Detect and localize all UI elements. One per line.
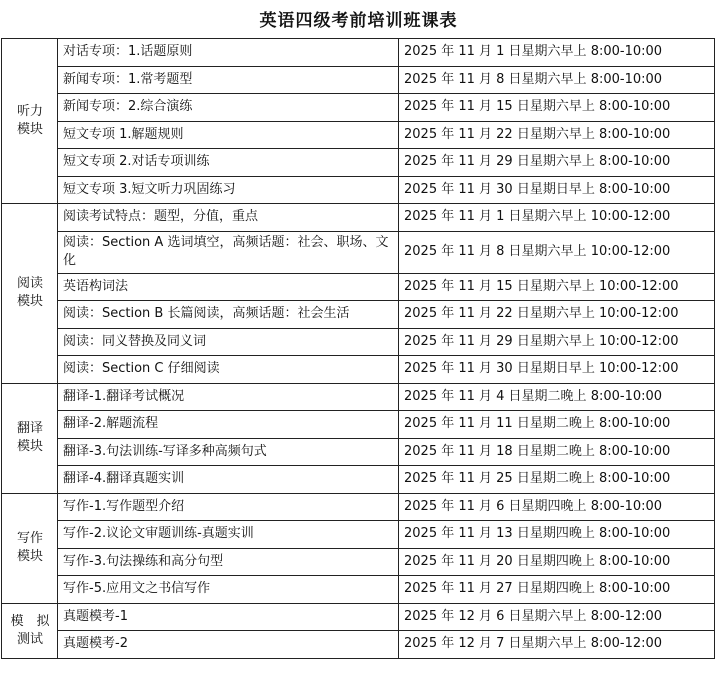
course-time-cell (399, 231, 715, 273)
course-topic-cell (58, 411, 399, 439)
course-time-cell (399, 204, 715, 232)
course-topic: 写作-1.写作题型介绍 (63, 498, 185, 514)
course-time-cell (399, 466, 715, 494)
course-topic: 新闻专项：2.综合演练 (63, 99, 193, 115)
course-time: 2025 年 11 月 27 日星期四晚上 8:00-10:00 (404, 581, 671, 597)
table-row (2, 149, 715, 177)
course-topic: 翻译-3.句法训练-写译多种高频句式 (63, 443, 267, 459)
course-topic-cell (58, 121, 399, 149)
table-row (2, 576, 715, 604)
course-time: 2025 年 11 月 4 日星期二晚上 8:00-10:00 (404, 388, 663, 404)
course-time: 2025 年 11 月 6 日星期四晚上 8:00-10:00 (404, 498, 663, 514)
module-name-line: 翻译 (16, 421, 43, 436)
course-topic: 真题模考-2 (63, 636, 128, 652)
course-time: 2025 年 11 月 15 日星期六早上 10:00-12:00 (404, 278, 679, 294)
module-name-line: 模块 (16, 122, 43, 137)
table-row (2, 94, 715, 122)
course-topic-cell (58, 548, 399, 576)
course-time-cell (399, 301, 715, 329)
table-row (2, 231, 715, 273)
module-name-line: 测试 (16, 631, 43, 647)
course-topic-cell (58, 328, 399, 356)
course-time: 2025 年 11 月 30 日星期日早上 10:00-12:00 (404, 361, 679, 377)
course-time: 2025 年 11 月 20 日星期四晚上 8:00-10:00 (404, 553, 671, 569)
course-topic-cell (58, 94, 399, 122)
course-topic-cell (58, 603, 399, 631)
course-time: 2025 年 12 月 6 日星期六早上 8:00-12:00 (404, 608, 663, 624)
module-name-line: 模块 (16, 439, 43, 454)
module-name-line: 阅读 (16, 276, 43, 292)
course-time: 2025 年 11 月 1 日星期六早上 8:00-10:00 (404, 44, 663, 60)
module-name-line: 模块 (16, 294, 43, 310)
course-topic-cell (58, 66, 399, 94)
course-time: 2025 年 11 月 13 日星期四晚上 8:00-10:00 (404, 526, 671, 542)
course-topic: 短文专项 2.对话专项训练 (63, 154, 210, 170)
course-time: 2025 年 11 月 30 日星期日早上 8:00-10:00 (404, 181, 671, 197)
table-row (2, 328, 715, 356)
course-time-cell (399, 121, 715, 149)
course-time: 2025 年 11 月 15 日星期六早上 8:00-10:00 (404, 99, 671, 115)
table-row (2, 273, 715, 301)
module-name-cell (2, 383, 58, 493)
course-time-cell (399, 631, 715, 659)
course-topic-cell (58, 176, 399, 204)
course-topic: 写作-3.句法操练和高分句型 (63, 553, 224, 569)
course-topic: 阅读：Section B 长篇阅读，高频话题：社会生活 (63, 306, 350, 322)
course-time-cell (399, 273, 715, 301)
course-time: 2025 年 12 月 7 日星期六早上 8:00-12:00 (404, 636, 663, 652)
course-time-cell (399, 576, 715, 604)
course-time-cell (399, 66, 715, 94)
course-topic: 写作-5.应用文之书信写作 (63, 581, 211, 597)
module-name-line: 模 拟 (10, 613, 50, 629)
course-topic-cell (58, 204, 399, 232)
course-topic: 短文专项 3.短文听力巩固练习 (63, 181, 236, 197)
course-time-cell (399, 411, 715, 439)
course-topic-cell (58, 149, 399, 177)
course-time-cell (399, 383, 715, 411)
course-topic-cell (58, 356, 399, 384)
course-time-cell (399, 548, 715, 576)
table-row (2, 521, 715, 549)
course-topic-cell (58, 521, 399, 549)
table-row (2, 438, 715, 466)
course-time: 2025 年 11 月 18 日星期二晚上 8:00-10:00 (404, 443, 671, 459)
table-row (2, 121, 715, 149)
schedule-body (2, 39, 715, 659)
table-row (2, 631, 715, 659)
module-name-cell (2, 603, 58, 658)
table-row (2, 301, 715, 329)
schedule-table (1, 38, 715, 659)
course-time-cell (399, 521, 715, 549)
table-row (2, 548, 715, 576)
table-row (2, 466, 715, 494)
course-topic: 阅读考试特点：题型，分值，重点 (63, 209, 259, 225)
module-name-cell (2, 204, 58, 384)
page-title: 英语四级考前培训班课表 (259, 11, 458, 31)
course-topic: 写作-2.议论文审题训练-真题实训 (63, 526, 254, 542)
course-time-cell (399, 176, 715, 204)
course-topic-cell (58, 631, 399, 659)
table-row (2, 66, 715, 94)
course-time: 2025 年 11 月 1 日星期六早上 10:00-12:00 (404, 209, 671, 225)
course-time: 2025 年 11 月 29 日星期六早上 8:00-10:00 (404, 154, 671, 170)
course-time: 2025 年 11 月 11 日星期二晚上 8:00-10:00 (404, 416, 671, 432)
course-time: 2025 年 11 月 22 日星期六早上 10:00-12:00 (404, 306, 679, 322)
course-topic-cell (58, 231, 399, 273)
course-time-cell (399, 438, 715, 466)
table-row (2, 603, 715, 631)
course-time-cell (399, 149, 715, 177)
course-topic: 英语构词法 (63, 278, 129, 294)
course-topic-cell (58, 493, 399, 521)
course-time: 2025 年 11 月 29 日星期六早上 10:00-12:00 (404, 333, 679, 349)
course-time-cell (399, 493, 715, 521)
table-row (2, 411, 715, 439)
course-topic-cell (58, 576, 399, 604)
module-name-cell (2, 39, 58, 204)
table-row (2, 493, 715, 521)
course-time-cell (399, 39, 715, 67)
course-topic-cell (58, 273, 399, 301)
module-name-cell (2, 493, 58, 603)
course-time-cell (399, 94, 715, 122)
course-topic-cell (58, 301, 399, 329)
course-time-cell (399, 603, 715, 631)
table-row (2, 204, 715, 232)
course-topic-cell (58, 466, 399, 494)
module-name-line: 听力 (16, 104, 43, 119)
course-topic-cell (58, 39, 399, 67)
course-topic: 翻译-4.翻译真题实训 (63, 471, 185, 487)
course-topic: 翻译-2.解题流程 (63, 416, 159, 432)
course-time: 2025 年 11 月 22 日星期六早上 8:00-10:00 (404, 126, 671, 142)
course-time: 2025 年 11 月 8 日星期六早上 8:00-10:00 (404, 71, 663, 87)
course-topic: 阅读：Section A 选词填空，高频话题：社会、职场、文化 (63, 235, 389, 268)
table-row (2, 39, 715, 67)
course-topic: 对话专项：1.话题原则 (63, 44, 193, 60)
table-row (2, 176, 715, 204)
course-time: 2025 年 11 月 25 日星期二晚上 8:00-10:00 (404, 471, 671, 487)
course-time: 2025 年 11 月 8 日星期六早上 10:00-12:00 (404, 244, 671, 259)
table-row (2, 356, 715, 384)
course-time-cell (399, 356, 715, 384)
course-topic: 翻译-1.翻译考试概况 (63, 388, 185, 404)
course-topic-cell (58, 438, 399, 466)
table-row (2, 383, 715, 411)
module-name-line: 模块 (16, 549, 43, 564)
module-name-line: 写作 (16, 531, 43, 546)
course-time-cell (399, 328, 715, 356)
course-topic: 真题模考-1 (63, 608, 128, 624)
course-topic: 阅读：Section C 仔细阅读 (63, 361, 220, 377)
course-topic: 短文专项 1.解题规则 (63, 126, 184, 142)
course-topic-cell (58, 383, 399, 411)
course-topic: 阅读：同义替换及同义词 (63, 333, 207, 349)
course-topic: 新闻专项：1.常考题型 (63, 71, 193, 87)
